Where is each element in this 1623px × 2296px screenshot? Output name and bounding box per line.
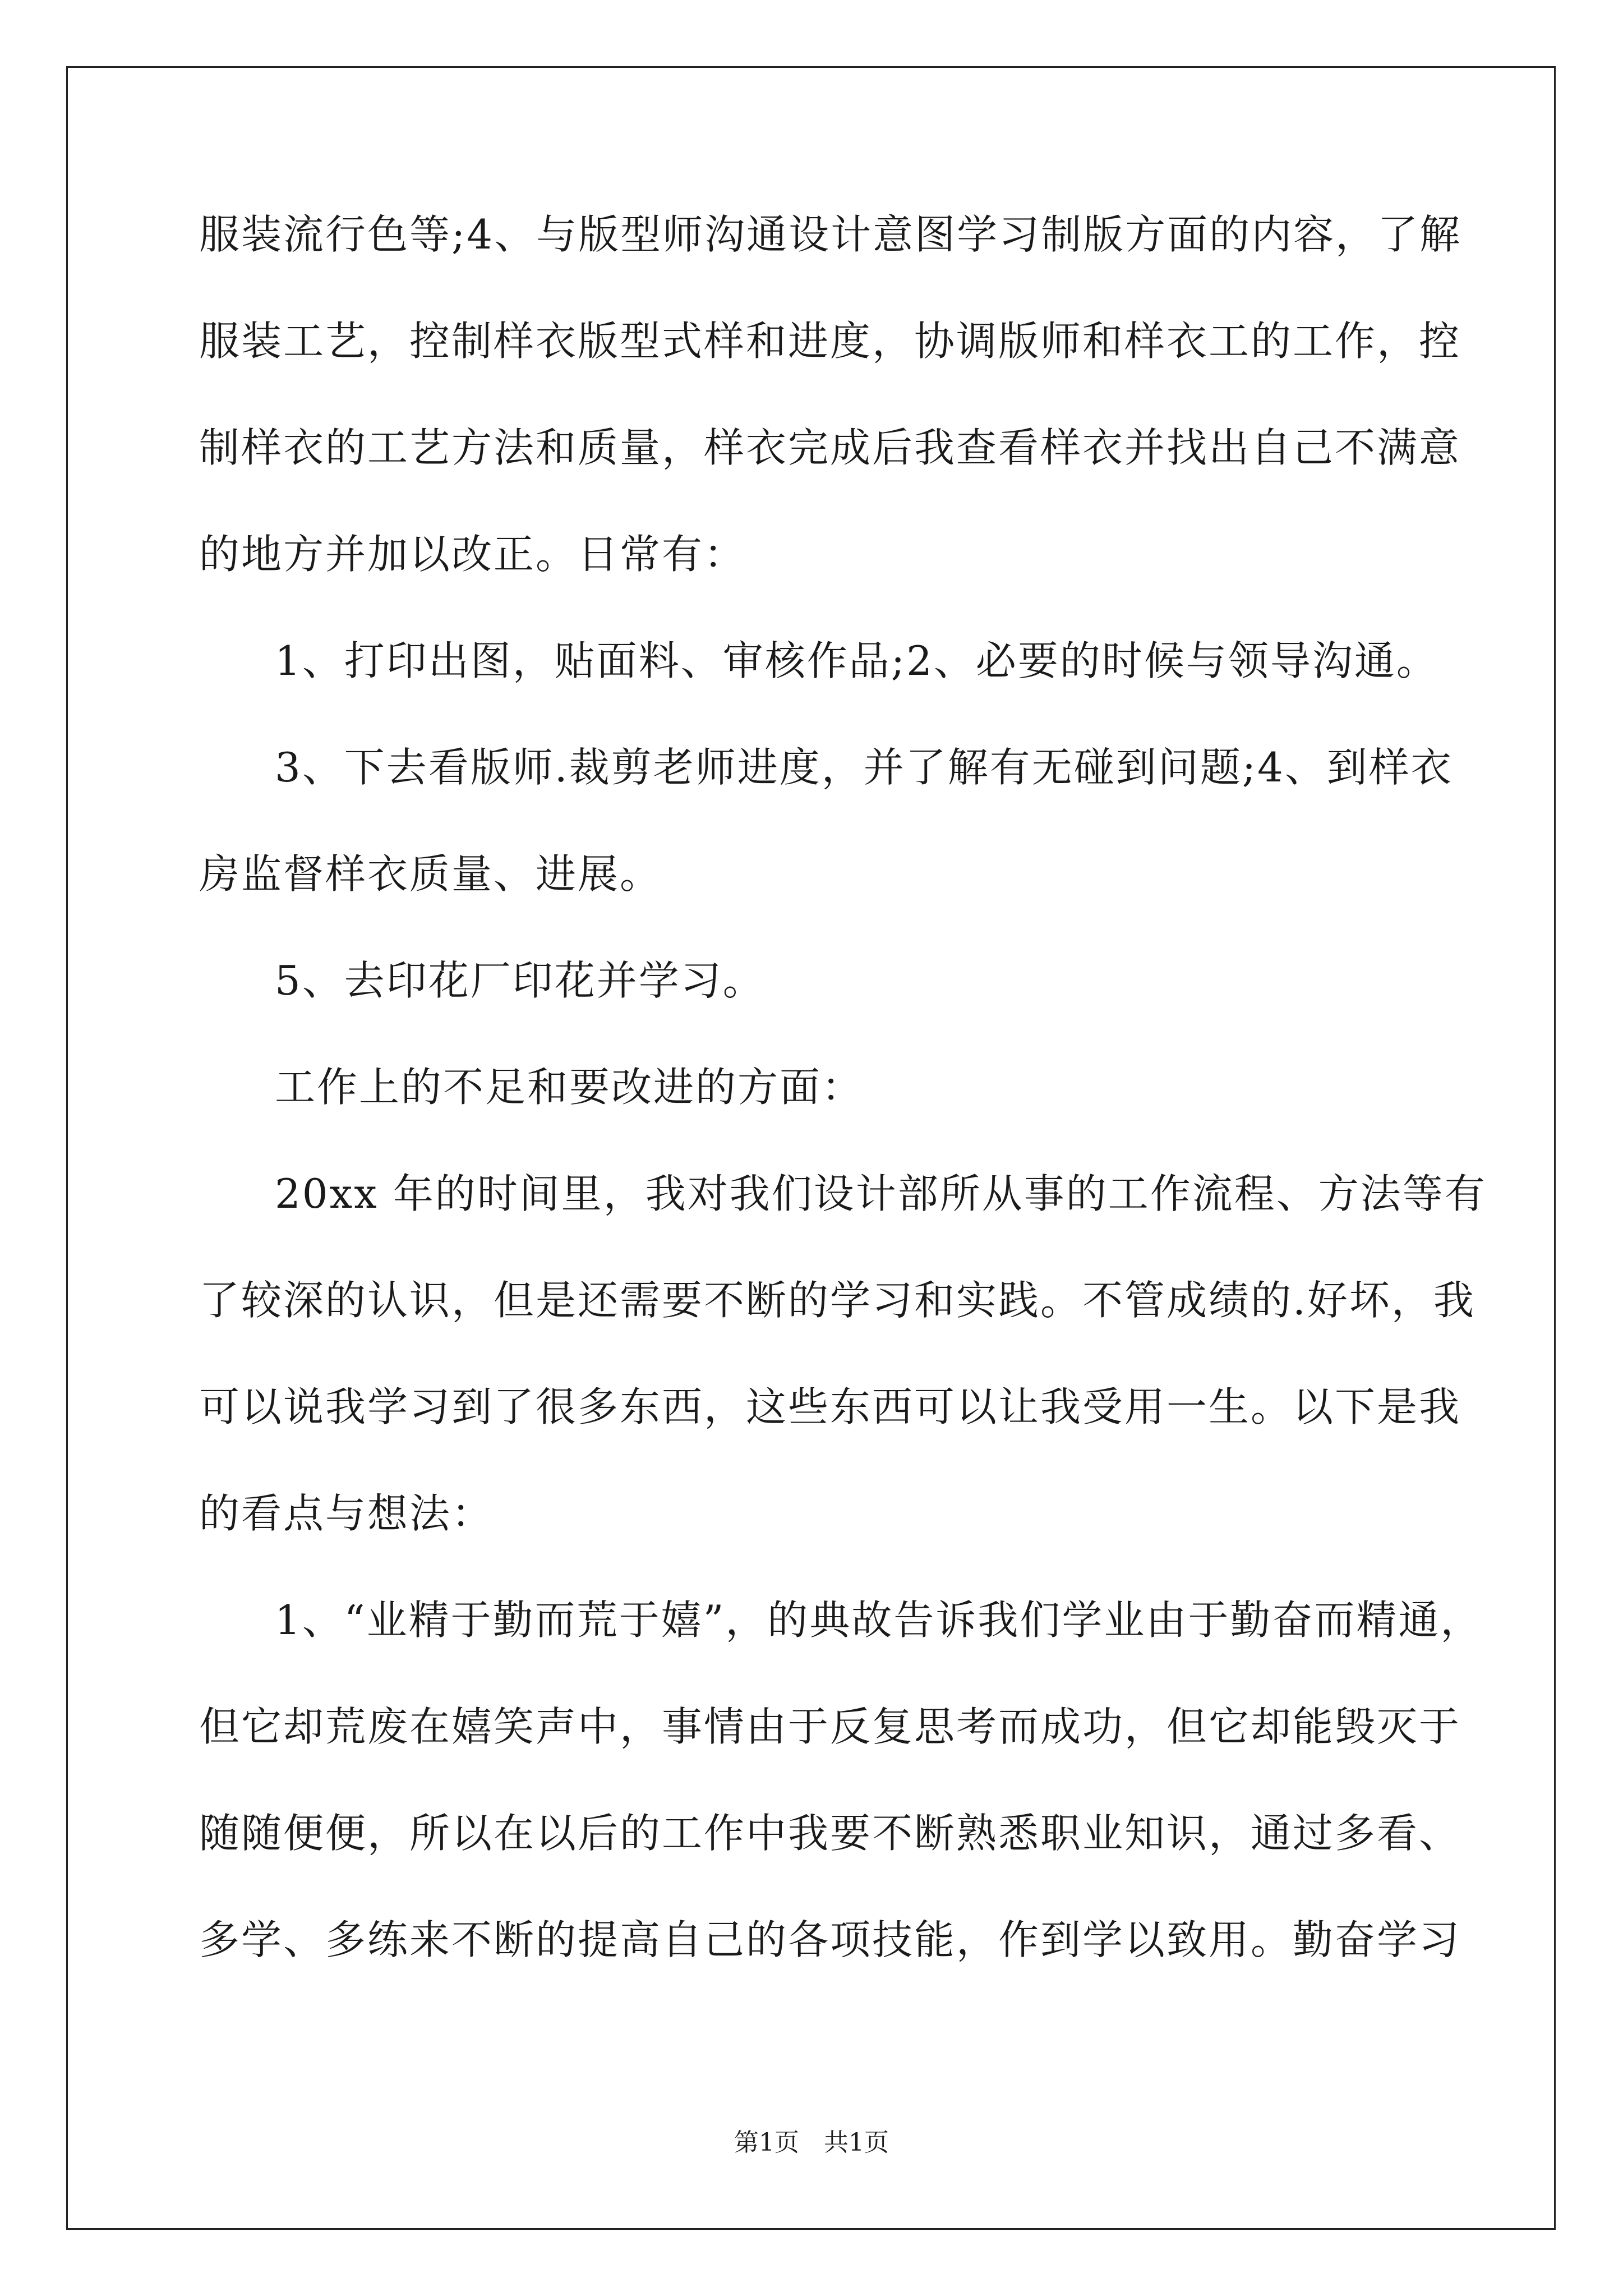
text-line: 随随便便，所以在以后的工作中我要不断熟悉职业知识，通过多看、	[199, 1810, 1461, 1857]
text-line: 5、去印花厂印花并学习。	[275, 957, 765, 1004]
text-line: 房监督样衣质量、进展。	[199, 850, 662, 898]
text-line: 的看点与想法：	[199, 1490, 494, 1537]
text-line: 制样衣的工艺方法和质量，样衣完成后我查看样衣并找出自己不满意	[199, 424, 1461, 471]
page-border	[66, 66, 1556, 2230]
section-heading: 工作上的不足和要改进的方面：	[275, 1064, 864, 1111]
text-line: 1、“业精于勤而荒于嬉”，的典故告诉我们学业由于勤奋而精通，	[275, 1596, 1483, 1644]
text-line: 可以说我学习到了很多东西，这些东西可以让我受用一生。以下是我	[199, 1383, 1461, 1430]
text-line: 3、下去看版师.裁剪老师进度，并了解有无碰到问题;4、到样衣	[275, 744, 1453, 791]
text-line: 1、打印出图，贴面料、审核作品;2、必要的时候与领导沟通。	[275, 637, 1438, 684]
text-line: 的地方并加以改正。日常有：	[199, 531, 746, 578]
text-line: 了较深的认识，但是还需要不断的学习和实践。不管成绩的.好坏，我	[199, 1277, 1476, 1324]
text-line: 20xx 年的时间里，我对我们设计部所从事的工作流程、方法等有	[275, 1170, 1487, 1217]
text-line: 多学、多练来不断的提高自己的各项技能，作到学以致用。勤奋学习	[199, 1916, 1461, 1963]
text-line: 服装流行色等;4、与版型师沟通设计意图学习制版方面的内容，了解	[199, 211, 1462, 258]
text-line: 但它却荒废在嬉笑声中，事情由于反复思考而成功，但它却能毁灭于	[199, 1703, 1461, 1750]
text-line: 服装工艺，控制样衣版型式样和进度，协调版师和样衣工的工作，控	[199, 318, 1461, 365]
page-number: 第1页 共1页	[734, 2128, 889, 2157]
